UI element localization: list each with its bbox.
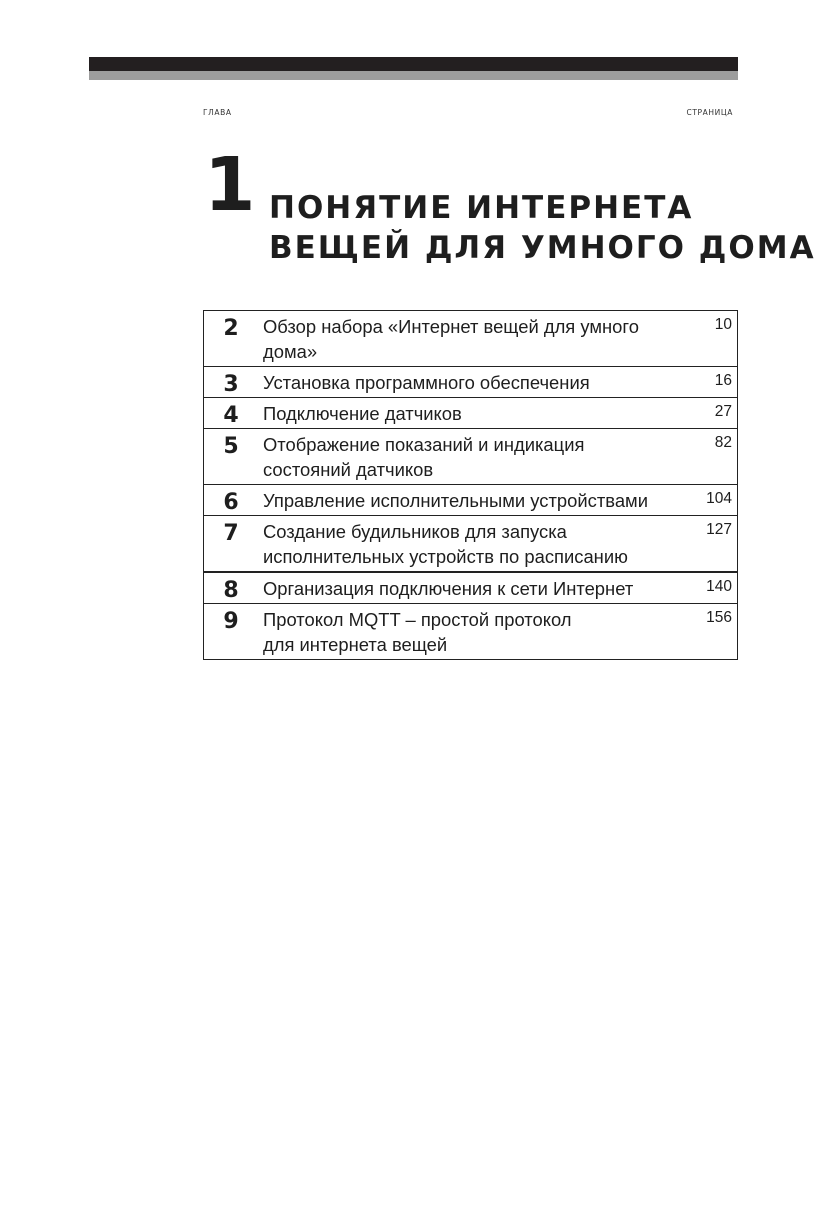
toc-page-number: 127	[706, 521, 732, 538]
toc-chapter-title	[263, 573, 665, 603]
toc-title-line: Управление исполнительными устройствами	[263, 490, 648, 511]
toc-row[interactable]	[204, 397, 737, 428]
toc-title-line: Обзор набора «Интернет вещей для умного	[263, 316, 639, 337]
toc-title-line: Организация подключения к сети Интернет	[263, 578, 634, 599]
top-bar-dark	[89, 57, 738, 71]
table-of-contents	[203, 310, 738, 660]
page-column-label: СТРАНИЦА	[686, 108, 733, 117]
toc-row[interactable]	[204, 515, 737, 571]
toc-row[interactable]	[204, 311, 737, 366]
toc-chapter-title	[263, 398, 665, 428]
toc-chapter-title	[263, 604, 665, 659]
toc-row[interactable]	[204, 484, 737, 515]
chapter-1-title-line: ВЕЩЕЙ ДЛЯ УМНОГО ДОМА	[269, 230, 816, 266]
toc-chapter-number: 3	[223, 372, 239, 397]
toc-chapter-number: 2	[223, 316, 239, 341]
toc-row[interactable]	[204, 603, 737, 659]
toc-title-line: Протокол MQTT – простой протокол	[263, 609, 572, 630]
top-bar-gray	[89, 71, 738, 80]
toc-row[interactable]	[204, 428, 737, 484]
chapter-column-label: ГЛАВА	[203, 108, 232, 117]
toc-page-number: 27	[714, 403, 732, 420]
toc-title-line: состояний датчиков	[263, 459, 434, 480]
toc-page-number: 140	[706, 578, 732, 595]
toc-chapter-title	[263, 367, 665, 397]
toc-row[interactable]	[204, 366, 737, 397]
toc-chapter-number: 4	[223, 403, 239, 428]
toc-page-number: 16	[714, 372, 732, 389]
toc-title-line: Подключение датчиков	[263, 403, 462, 424]
chapter-1-number: 1	[204, 142, 254, 228]
toc-title-line: исполнительных устройств по расписанию	[263, 546, 628, 567]
toc-page-number: 10	[714, 316, 732, 333]
toc-title-line: Создание будильников для запуска	[263, 521, 567, 542]
toc-title-line: Отображение показаний и индикация	[263, 434, 585, 455]
toc-title-line: дома»	[263, 341, 318, 362]
toc-chapter-title	[263, 516, 665, 571]
toc-chapter-number: 8	[223, 578, 239, 603]
toc-title-line: Установка программного обеспечения	[263, 372, 590, 393]
toc-chapter-number: 7	[223, 521, 239, 546]
toc-row[interactable]	[204, 571, 737, 603]
toc-chapter-title	[263, 311, 665, 366]
chapter-1-title[interactable]	[269, 188, 816, 268]
chapter-1-title-line: ПОНЯТИЕ ИНТЕРНЕТА	[269, 190, 694, 226]
toc-page-number: 104	[706, 490, 732, 507]
toc-page-number: 156	[706, 609, 732, 626]
toc-chapter-number: 5	[223, 434, 239, 459]
toc-chapter-title	[263, 485, 665, 515]
toc-title-line: для интернета вещей	[263, 634, 448, 655]
toc-chapter-title	[263, 429, 665, 484]
toc-chapter-number: 9	[223, 609, 239, 634]
toc-page-number: 82	[714, 434, 732, 451]
toc-chapter-number: 6	[223, 490, 239, 515]
